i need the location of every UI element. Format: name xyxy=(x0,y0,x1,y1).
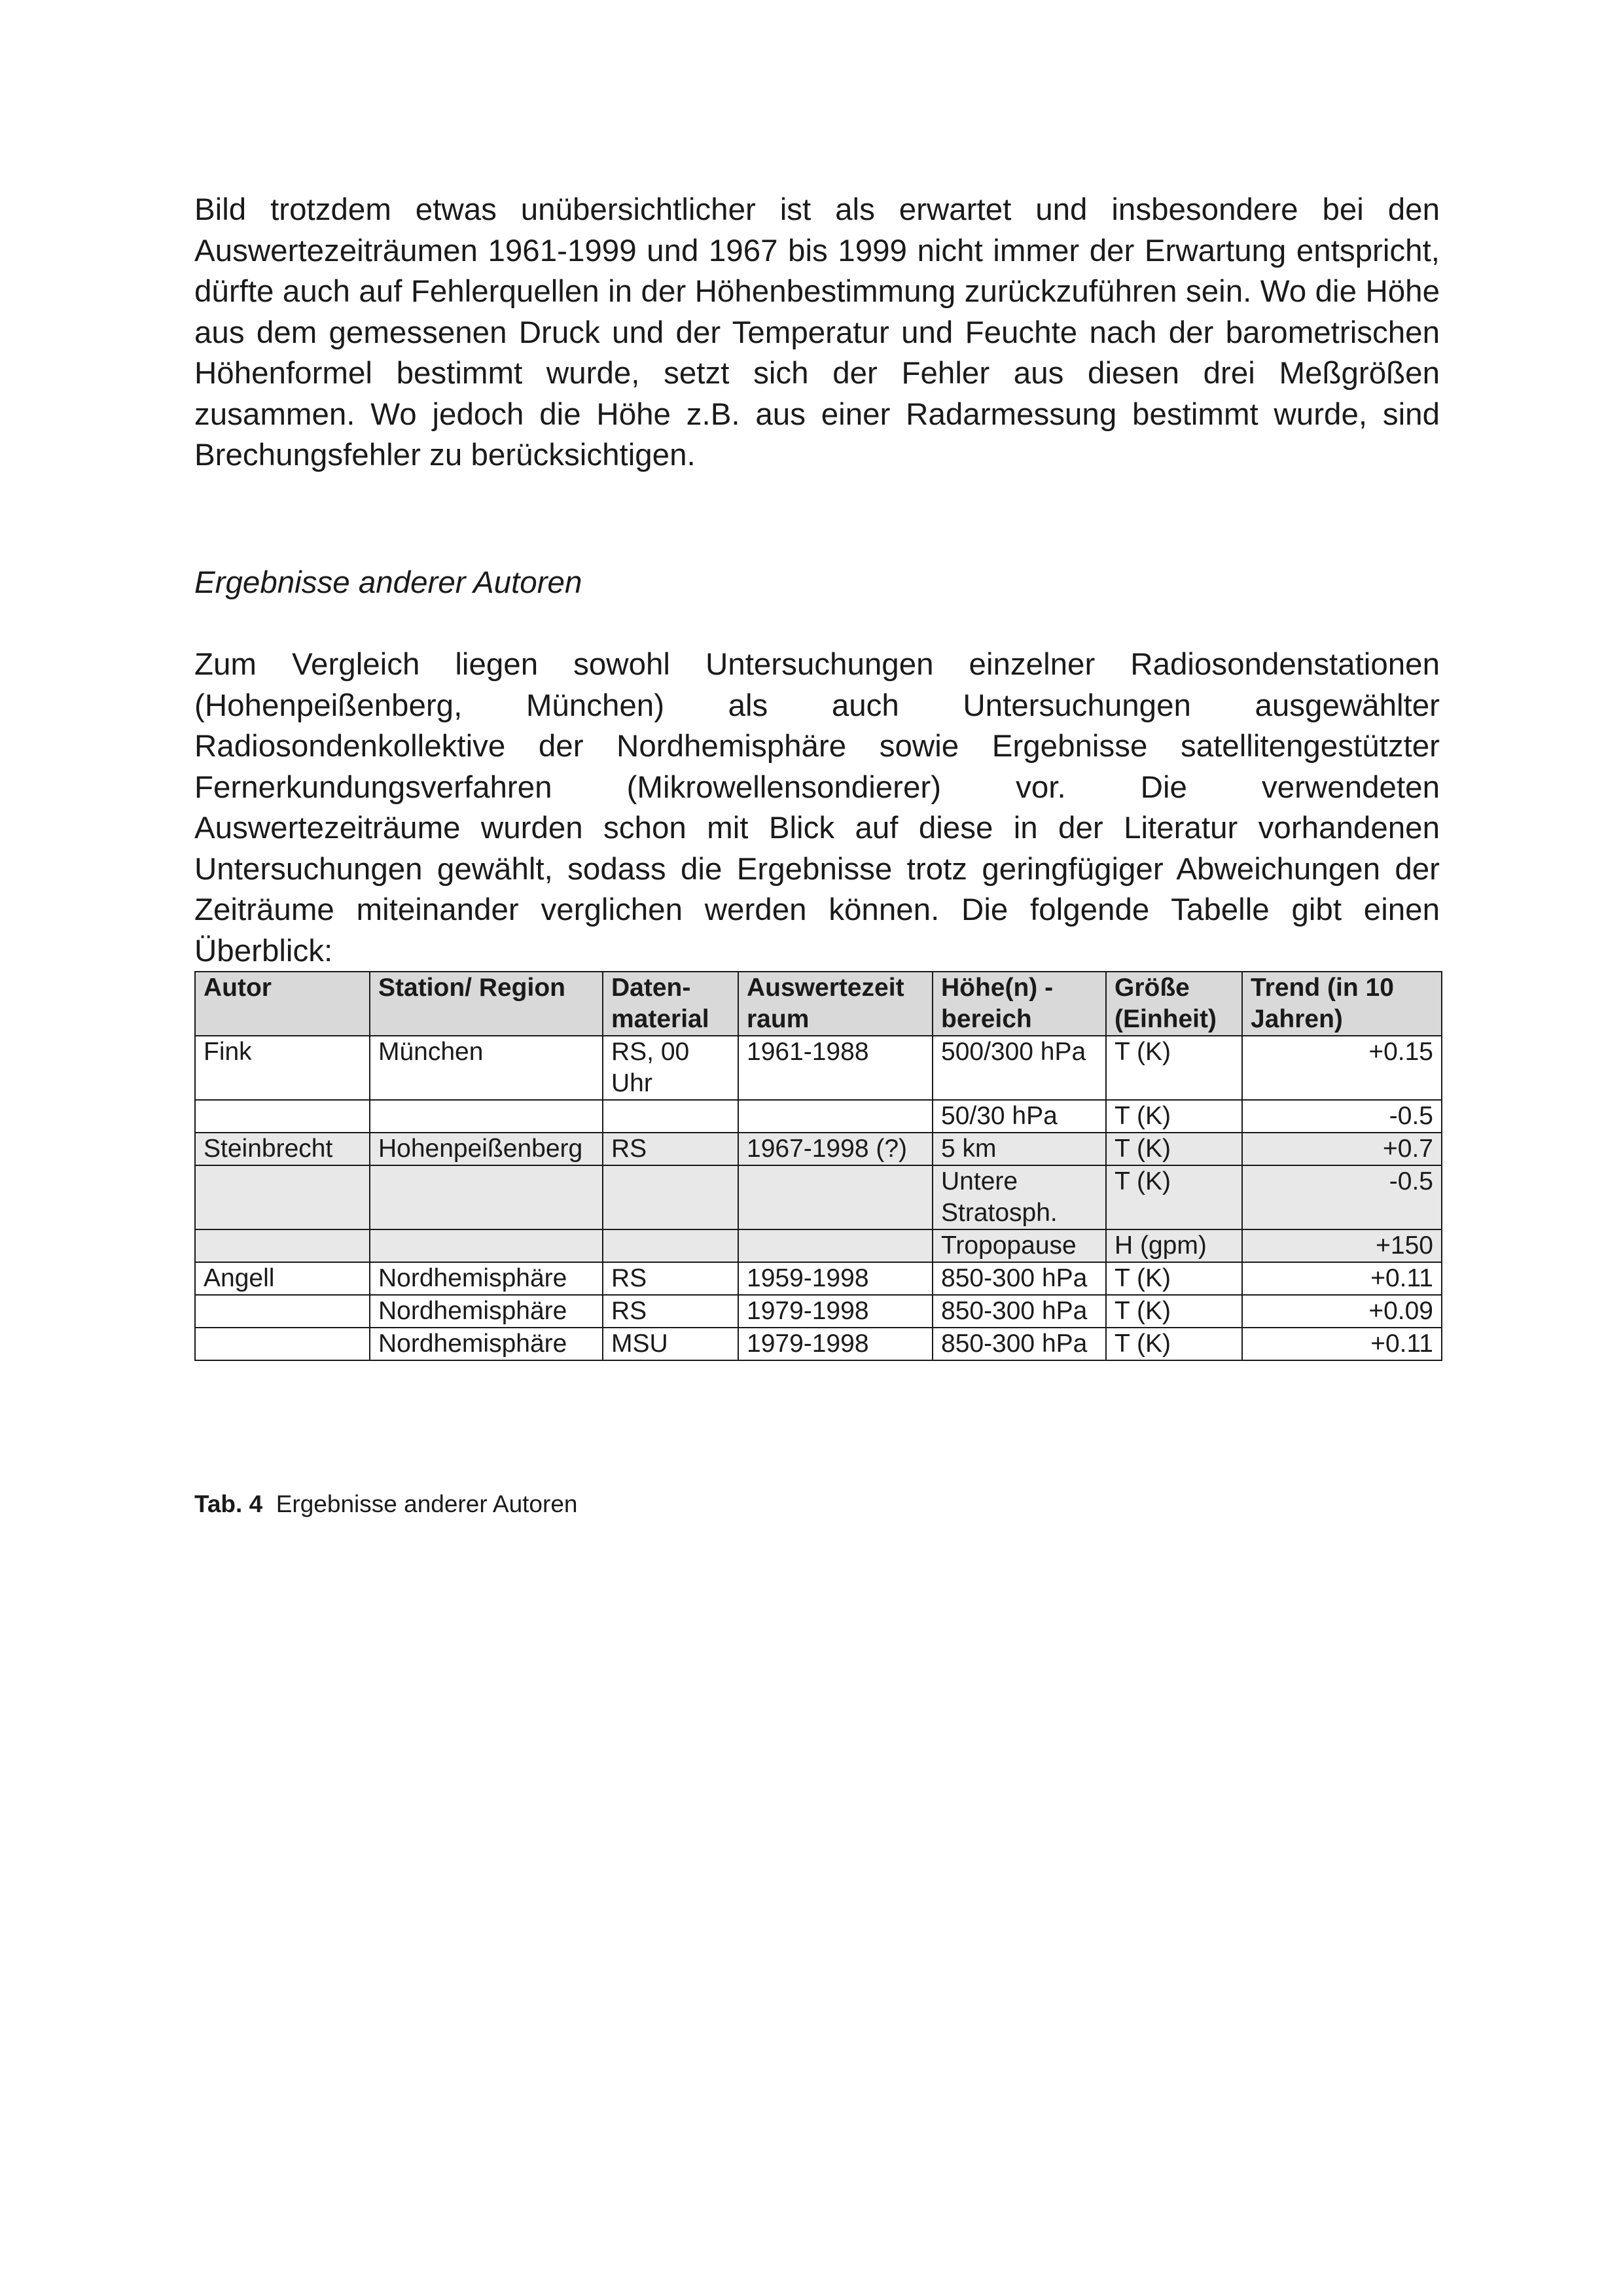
table-cell xyxy=(195,1165,370,1229)
header-cell: Auswertezeit raum xyxy=(738,972,933,1036)
table-cell: T (K) xyxy=(1106,1133,1242,1165)
table-row xyxy=(195,1328,1442,1360)
table-cell xyxy=(370,1100,603,1133)
table-cell: +0.09 xyxy=(1242,1295,1442,1328)
table-cell: RS xyxy=(603,1262,738,1295)
header-cell: Höhe(n) - bereich xyxy=(933,972,1106,1036)
section-heading: Ergebnisse anderer Autoren xyxy=(194,565,582,600)
table-cell: T (K) xyxy=(1106,1295,1242,1328)
table-cell: 1959-1998 xyxy=(738,1262,933,1295)
table-row xyxy=(195,1229,1442,1262)
table-cell: Angell xyxy=(195,1262,370,1295)
table-cell xyxy=(370,1165,603,1229)
table-cell xyxy=(603,1100,738,1133)
table-cell: Tropopause xyxy=(933,1229,1106,1262)
table-cell: Fink xyxy=(195,1036,370,1100)
header-cell: Trend (in 10 Jahren) xyxy=(1242,972,1442,1036)
header-cell: Station/ Region xyxy=(370,972,603,1036)
caption-label: Tab. 4 xyxy=(194,1491,263,1517)
table-cell: MSU xyxy=(603,1328,738,1360)
body-paragraph-1: Bild trotzdem etwas unübersichtlicher ist als erwartet und insbesondere bei den Auswertezeiträumen 1961-1999 und 1967 bis 1999 nicht immer der Erwartung entspricht, dürfte auch auf Fehlerquellen in der Höhenbestimmung zurückzuführen sein. Wo die Höhe aus dem gemessenen Druck und der Temperatur und Feuchte nach der barometrischen Höhenformel bestimmt wurde, setzt sich der Fehler aus diesen drei Meßgrößen zusammen. Wo jedoch die Höhe z.B. aus einer Radarmessung bestimmt wurde, sind Brechungsfehler zu berücksichtigen. xyxy=(194,192,1440,472)
table-cell xyxy=(370,1229,603,1262)
table-cell xyxy=(603,1165,738,1229)
table-cell: H (gpm) xyxy=(1106,1229,1242,1262)
table-row xyxy=(195,1100,1442,1133)
table-caption xyxy=(194,1489,577,1519)
table-cell: Steinbrecht xyxy=(195,1133,370,1165)
table-cell xyxy=(195,1295,370,1328)
table-cell: -0.5 xyxy=(1242,1100,1442,1133)
table-cell: 850-300 hPa xyxy=(933,1262,1106,1295)
table-cell: T (K) xyxy=(1106,1165,1242,1229)
table-row xyxy=(195,1036,1442,1100)
table-cell: Untere Stratosph. xyxy=(933,1165,1106,1229)
table-cell xyxy=(195,1100,370,1133)
table-cell xyxy=(738,1229,933,1262)
table-cell: +0.7 xyxy=(1242,1133,1442,1165)
table-cell: T (K) xyxy=(1106,1100,1242,1133)
results-table xyxy=(194,971,1442,1361)
table-cell: +0.11 xyxy=(1242,1328,1442,1360)
table-row xyxy=(195,1295,1442,1328)
body-paragraph-2: Zum Vergleich liegen sowohl Untersuchungen einzelner Radiosondenstationen (Hohenpeißenberg, München) als auch Untersuchungen ausgewählter Radiosondenkollektive der Nordhemisphäre sowie Ergebnisse satellitengestützter Fernerkundungsverfahren (Mikrowellensondierer) vor. Die verwendeten Auswertezeiträume wurden schon mit Blick auf diese in der Literatur vorhandenen Untersuchungen gewählt, sodass die Ergebnisse trotz geringfügiger Abweichungen der Zeiträume miteinander verglichen werden können. Die folgende Tabelle gibt einen Überblick: xyxy=(194,647,1440,968)
table-cell xyxy=(195,1328,370,1360)
table-cell: RS, 00 Uhr xyxy=(603,1036,738,1100)
table-cell xyxy=(738,1165,933,1229)
table-cell xyxy=(738,1100,933,1133)
table-cell: +0.11 xyxy=(1242,1262,1442,1295)
table-row xyxy=(195,1133,1442,1165)
header-cell: Daten-material xyxy=(603,972,738,1036)
table-cell: Nordhemisphäre xyxy=(370,1295,603,1328)
table-cell: T (K) xyxy=(1106,1036,1242,1100)
table-cell: -0.5 xyxy=(1242,1165,1442,1229)
header-cell: Autor xyxy=(195,972,370,1036)
table-row xyxy=(195,1262,1442,1295)
table-cell: 50/30 hPa xyxy=(933,1100,1106,1133)
table-cell: +0.15 xyxy=(1242,1036,1442,1100)
table-cell: 1979-1998 xyxy=(738,1328,933,1360)
table-header-row xyxy=(195,972,1442,1036)
table-cell xyxy=(603,1229,738,1262)
table-cell: T (K) xyxy=(1106,1328,1242,1360)
table-cell: T (K) xyxy=(1106,1262,1242,1295)
table-cell: München xyxy=(370,1036,603,1100)
table-cell: 1967-1998 (?) xyxy=(738,1133,933,1165)
table-cell: Nordhemisphäre xyxy=(370,1328,603,1360)
caption-text: Ergebnisse anderer Autoren xyxy=(276,1491,578,1517)
table-row xyxy=(195,1165,1442,1229)
table-cell: 1961-1988 xyxy=(738,1036,933,1100)
table-cell: 500/300 hPa xyxy=(933,1036,1106,1100)
header-cell: Größe (Einheit) xyxy=(1106,972,1242,1036)
table-cell: 850-300 hPa xyxy=(933,1295,1106,1328)
table-cell: Hohenpeißenberg xyxy=(370,1133,603,1165)
table-cell: +150 xyxy=(1242,1229,1442,1262)
table-cell: Nordhemisphäre xyxy=(370,1262,603,1295)
table-cell: 5 km xyxy=(933,1133,1106,1165)
table-cell xyxy=(195,1229,370,1262)
table-cell: 1979-1998 xyxy=(738,1295,933,1328)
table-cell: RS xyxy=(603,1295,738,1328)
table-cell: RS xyxy=(603,1133,738,1165)
table-cell: 850-300 hPa xyxy=(933,1328,1106,1360)
